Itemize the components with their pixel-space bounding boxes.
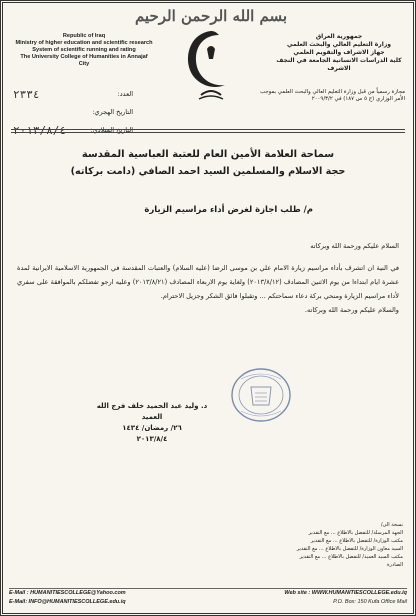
arabic-letterhead	[273, 33, 405, 73]
arabic-letterhead-line: جهاز الاشراف والتقويم العلمي	[293, 49, 385, 56]
body-paragraph: في النية ان اتشرف بأداء مراسيم زيارة الامام علي بن موسى الرضا (عليه السلام) والعتبات المقدسة في الجمهورية الاسلامية الايرانية لمدة عشرة ايام ابتداءا من يوم الاثنين المصادف (٢٠١٣/٨/١٢) ولغاية يوم الاربعاء المصادف (٢٠١٣/٨/٢١) وعليه ارجو تفضلكم بالموافقة على سفري لأداء مراسيم الزيارة ومنحي بركة دعاء سماحتكم ... وتقبلوا فائق الشكر وجزيل الاحترام.	[17, 264, 400, 300]
signature-gregorian-date: ٢٠١٣/٨/٤	[136, 435, 168, 443]
signatory-title: العميد	[141, 413, 163, 421]
subject-line: م/ طلب اجازة لغرض أداء مراسيم الزيارة	[144, 205, 313, 215]
english-letterhead-line: Republic of Iraq	[62, 33, 106, 39]
copies-item: مكتب الوزارة/ للتفضل بالاطلاع ... مع التقدير	[310, 538, 403, 544]
hijri-date-row	[13, 103, 133, 121]
reference-number-row	[13, 85, 133, 103]
copies-item: مكتب السيد العميد/ للتفضل بالاطلاع ... مع التقدير	[299, 554, 403, 560]
approval-note: مجازة رسمياً من قبل وزارة التعليم العالي والبحث العلمي بموجب الأمر الوزاري (ج ٥ س ١٨٧) في ٢٠٠٩/٣/٢	[260, 89, 405, 102]
addressee-name: حجة الاسلام والمسلمين السيد احمد الصافي (دامت بركاته)	[70, 166, 346, 177]
basmala-calligraphy: بسم الله الرحمن الرحيم	[134, 7, 288, 25]
header-divider	[11, 129, 405, 130]
footer	[9, 588, 407, 609]
letter-body	[17, 239, 399, 317]
english-letterhead-line: Ministry of higher education and scientific research	[15, 40, 153, 46]
header-divider-thin	[11, 132, 405, 133]
reference-block	[13, 85, 133, 139]
copies-list	[213, 521, 403, 569]
copies-item: الجهة المرسلة/ للتفضل بالاطلاع ... مع التقدير	[308, 530, 403, 536]
signature-block	[77, 401, 227, 445]
signatory-name: د. وليد عبد الحميد خلف فرج الله	[96, 402, 208, 410]
footer-address: P.O. Box: 150 Kufa Office Mail	[333, 599, 407, 605]
official-seal-stamp-icon	[229, 365, 293, 425]
addressee-title: سماحة العلامة الأمين العام للعتبة العباسية المقدسة	[81, 149, 335, 160]
gregorian-date-row	[13, 121, 133, 139]
english-letterhead-line: City	[78, 61, 90, 67]
footer-email-yahoo: E-Mail : HUMANITIESCOLLEGE@Yahoo.com	[9, 590, 126, 596]
english-letterhead	[9, 33, 159, 68]
closing-line: والسلام عليكم ورحمة الله وبركاته.	[304, 306, 399, 314]
footer-row	[9, 598, 407, 607]
english-letterhead-line: The University College of Humanities in Annajaf	[20, 54, 148, 60]
copies-item: السيد معاون الوزارة/ للتفضل بالاطلاع ... مع التقدير	[296, 546, 403, 552]
greeting: السلام عليكم ورحمة الله وبركاته	[310, 242, 399, 250]
copies-heading: نسخة الى/	[380, 522, 403, 528]
copies-item: الصادرة	[386, 562, 403, 568]
footer-email-info: E-Mail: INFO@HUMANITIESCOLLEGE.edu.iq	[9, 599, 126, 605]
reference-number-label: العدد:	[117, 90, 133, 98]
gregorian-date-value: ٢٠١٣/٨/٤	[13, 123, 66, 137]
reference-number-value: ٢٣٣٤	[13, 87, 40, 101]
gregorian-date-label: التاريخ الميلادي:	[90, 126, 133, 134]
footer-row	[9, 589, 407, 598]
addressee-block	[23, 149, 393, 177]
arabic-letterhead-line: جمهورية العراق	[315, 33, 363, 40]
hijri-date-label: التاريخ الهجري:	[92, 108, 133, 116]
college-logo-icon	[181, 25, 241, 105]
signature-hijri-date: ٢٦/ رمضان/ ١٤٣٤	[122, 424, 182, 432]
footer-website: Web site : WWW.HUMANITIESCOLLEGE.edu.iq	[284, 590, 407, 596]
arabic-letterhead-line: كلية الدراسات الانسانية الجامعة في النجف الاشرف	[276, 57, 402, 72]
english-letterhead-line: System of scientific running and rating	[32, 47, 136, 53]
arabic-letterhead-line: وزارة التعليم العالي والبحث العلمي	[286, 41, 391, 48]
